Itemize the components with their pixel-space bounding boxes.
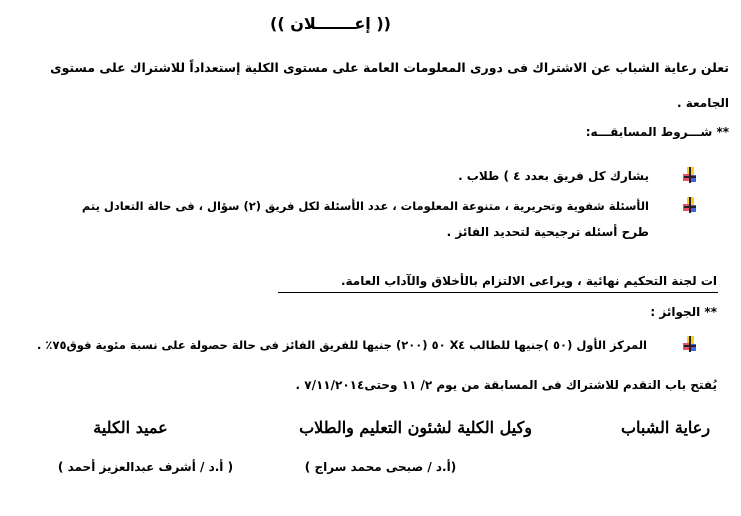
divider-line [278, 292, 718, 293]
registration-dates: يُفتح باب التقدم للاشتراك فى المسابقة من يوم ٢/ ١١ وحتى٧/١١/٢٠١٤ . [295, 378, 717, 392]
intro-line-2: الجامعة . [677, 96, 729, 110]
signature-youth-care: رعاية الشباب [620, 418, 711, 437]
vice-dean-name: (أ.د / صبحى محمد سراج ) [304, 460, 457, 474]
dean-name: ( أ.د / أشرف عبدالعزيز أحمد ) [57, 460, 234, 474]
condition-item: يشارك كل فريق بعدد ٤ ) طلاب . [458, 169, 649, 183]
announcement-title: (( إعـــــــلان )) [270, 14, 391, 33]
signature-vice-dean: وكيل الكلية لشئون التعليم والطلاب [299, 418, 532, 437]
condition-item-continued: طرح أسئله ترجيحية لتحديد الفائز . [446, 225, 649, 239]
prizes-heading: ** الجوائز : [650, 305, 717, 319]
judging-note: ات لجنة التحكيم نهائية ، ويراعى الالتزام بالأخلاق والآداب العامة. [340, 274, 717, 288]
signature-dean: عميد الكلية [93, 418, 168, 437]
bullet-icon [683, 197, 697, 213]
bullet-icon [683, 167, 697, 183]
conditions-heading: ** شـــروط المسابقـــه: [585, 125, 729, 139]
intro-line-1: تعلن رعاية الشباب عن الاشتراك فى دورى المعلومات العامة على مستوى الكلية إستعداداً للاشتراك على مستوى [50, 60, 729, 75]
prize-first: المركز الأول (٥٠ )جنيها للطالب X٤ ٥٠ (٢٠٠) جنيها للفريق الفائز فى حالة حصولة على نسبة مئوية فوق٧٥٪ . [37, 338, 647, 352]
bullet-icon [683, 336, 697, 352]
condition-item: الأسئلة شفوية وتحريرية ، متنوعة المعلومات ، عدد الأسئلة لكل فريق (٢) سؤال ، فى حالة التعادل يتم [81, 199, 649, 213]
